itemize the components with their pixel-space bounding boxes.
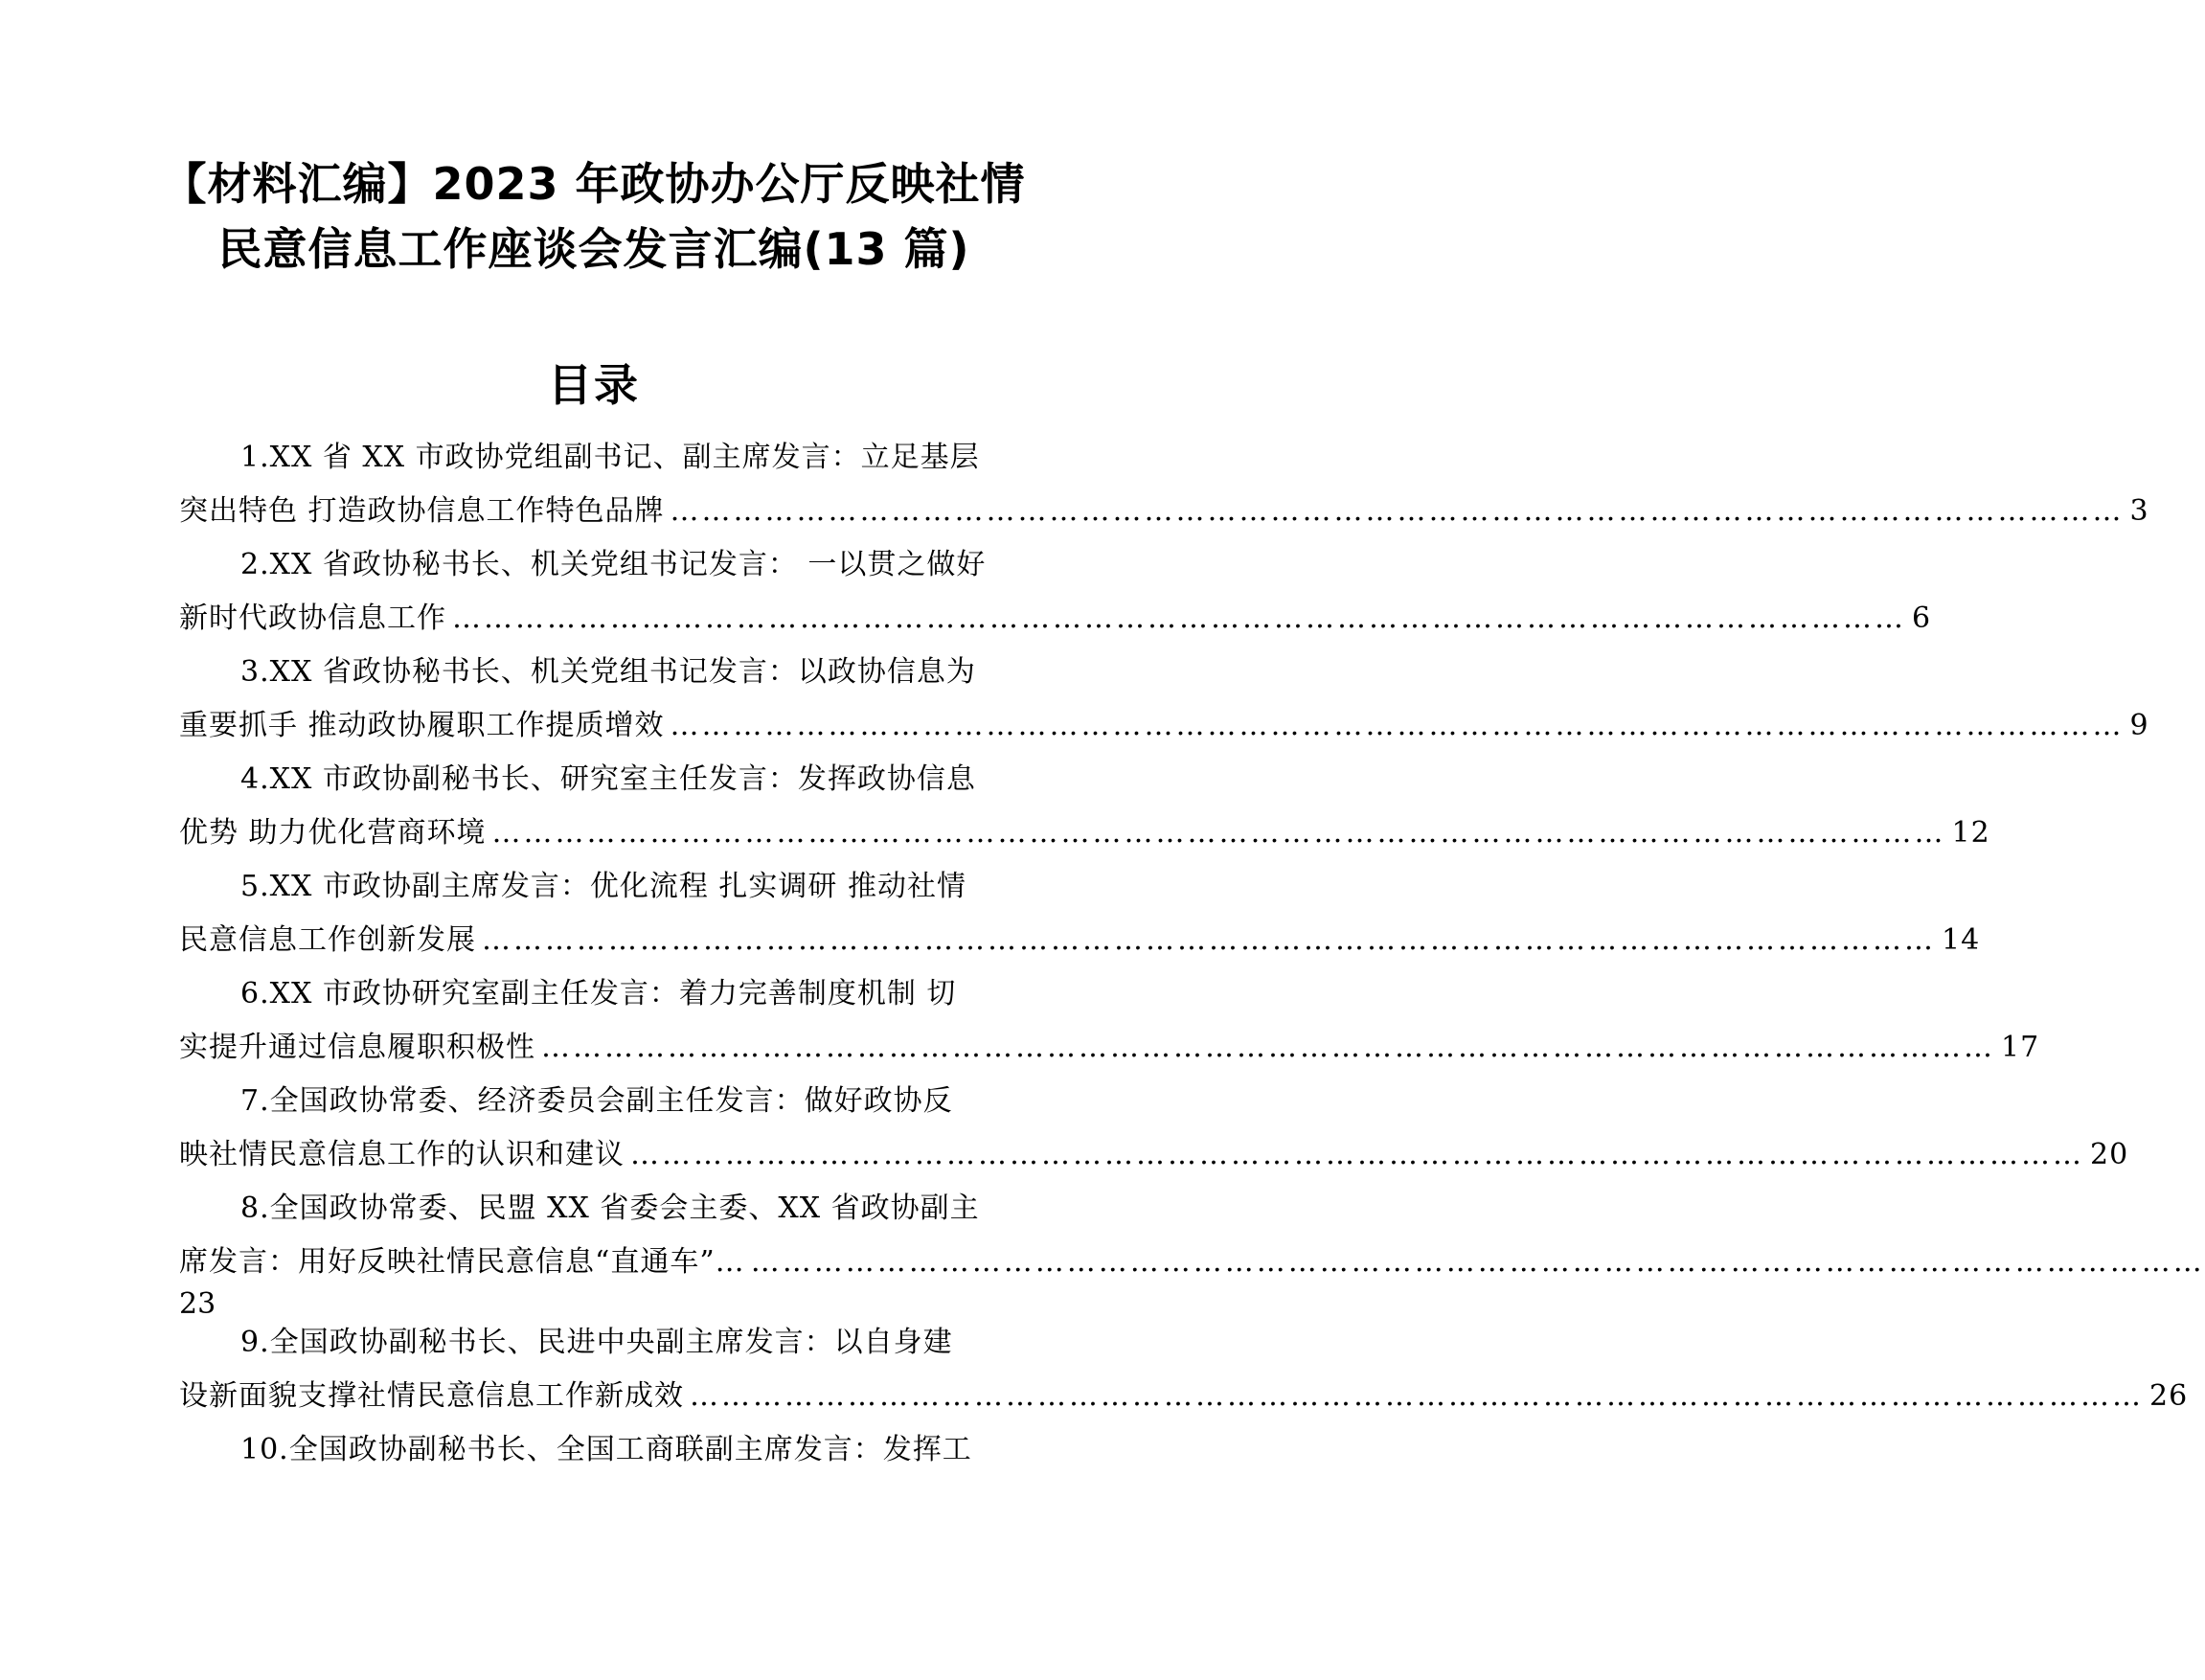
dot-leader: ………………………………………………………………………………………………………………………… [630,1138,2084,1171]
dot-leader: ………………………………………………………………………………………………………………………… [690,1379,2144,1413]
toc-page-number: 26 [2149,1379,2189,1413]
toc-page-number: 17 [2001,1031,2040,1064]
dot-leader: ………………………………………………………………………………………………………………………… [452,602,1906,635]
toc-entry[interactable] [179,1316,2189,1423]
toc-page-number: 23 [179,1287,216,1321]
document-title [0,151,1188,282]
dot-leader: ………………………………………………………………………………………………………………………… [541,1031,1995,1064]
toc-entry-title: 7.全国政协常委、经济委员会副主任发言：做好政协反 [240,1084,953,1118]
toc-entry-title-continued: 优势 助力优化营商环境 [179,816,487,850]
toc-entry-title-continued: 映社情民意信息工作的认识和建议 [179,1138,625,1171]
toc-entry-title-continued: 实提升通过信息履职积极性 [179,1031,535,1064]
toc-page-number: 9 [2129,709,2149,742]
dot-leader: ………………………………………………………………………………………………………………………… [670,709,2125,742]
toc-heading: 目录 [548,359,640,411]
toc-entry[interactable] [179,431,2149,538]
toc-page-number: 20 [2090,1138,2129,1171]
toc-page-number: 3 [2129,494,2149,528]
toc-page-number: 12 [1951,816,1990,850]
toc-entry[interactable] [179,538,1932,646]
toc-entry-title-continued: 席发言：用好反映社情民意信息“直通车”… [179,1245,745,1279]
toc-entry-title: 8.全国政协常委、民盟 XX 省委会主委、XX 省政协副主 [240,1192,980,1225]
toc-entry-title-continued: 民意信息工作创新发展 [179,923,476,957]
toc-entry-title: 10.全国政协副秘书长、全国工商联副主席发言：发挥工 [240,1433,972,1466]
dot-leader: ………………………………………………………………………………………………………………………… [750,1245,2205,1279]
dot-leader: ………………………………………………………………………………………………………………………… [670,494,2125,528]
document-title-line-1: 【材料汇编】2023 年政协办公厅反映社情 [162,158,1026,210]
toc-entry-title: 4.XX 市政协副秘书长、研究室主任发言：发挥政协信息 [240,762,976,796]
toc-entry-title-continued: 设新面貌支撑社情民意信息工作新成效 [179,1379,684,1413]
toc-page-number: 6 [1912,602,1932,635]
toc-entry-title: 2.XX 省政协秘书长、机关党组书记发言： 一以贯之做好 [240,548,987,581]
toc-entry-title: 9.全国政协副秘书长、民进中央副主席发言：以自身建 [240,1326,953,1359]
toc-entry-title: 6.XX 市政协研究室副主任发言：着力完善制度机制 切 [240,977,957,1010]
toc-page-number: 14 [1942,923,1981,957]
toc-entry-title-continued: 突出特色 打造政协信息工作特色品牌 [179,494,665,528]
toc-entry[interactable] [179,646,2149,753]
dot-leader: ………………………………………………………………………………………………………………………… [482,923,1936,957]
toc-entry[interactable] [179,1423,1001,1531]
table-of-contents [179,431,2205,1531]
toc-entry-title: 5.XX 市政协副主席发言：优化流程 扎实调研 推动社情 [240,870,966,903]
toc-entry[interactable] [179,967,2040,1075]
toc-entry[interactable] [179,753,1990,860]
toc-entry[interactable] [179,1182,2205,1321]
toc-entry[interactable] [179,1075,2129,1182]
toc-entry[interactable] [179,860,1981,967]
dot-leader: ………………………………………………………………………………………………………………………… [491,816,1946,850]
toc-entry-title: 3.XX 省政协秘书长、机关党组书记发言：以政协信息为 [240,655,976,689]
toc-entry-title-continued: 重要抓手 推动政协履职工作提质增效 [179,709,665,742]
document-title-line-2: 民意信息工作座谈会发言汇编(13 篇) [217,223,970,275]
toc-entry-title: 1.XX 省 XX 市政协党组副书记、副主席发言：立足基层 [240,441,980,474]
toc-entry-title-continued: 新时代政协信息工作 [179,602,446,635]
